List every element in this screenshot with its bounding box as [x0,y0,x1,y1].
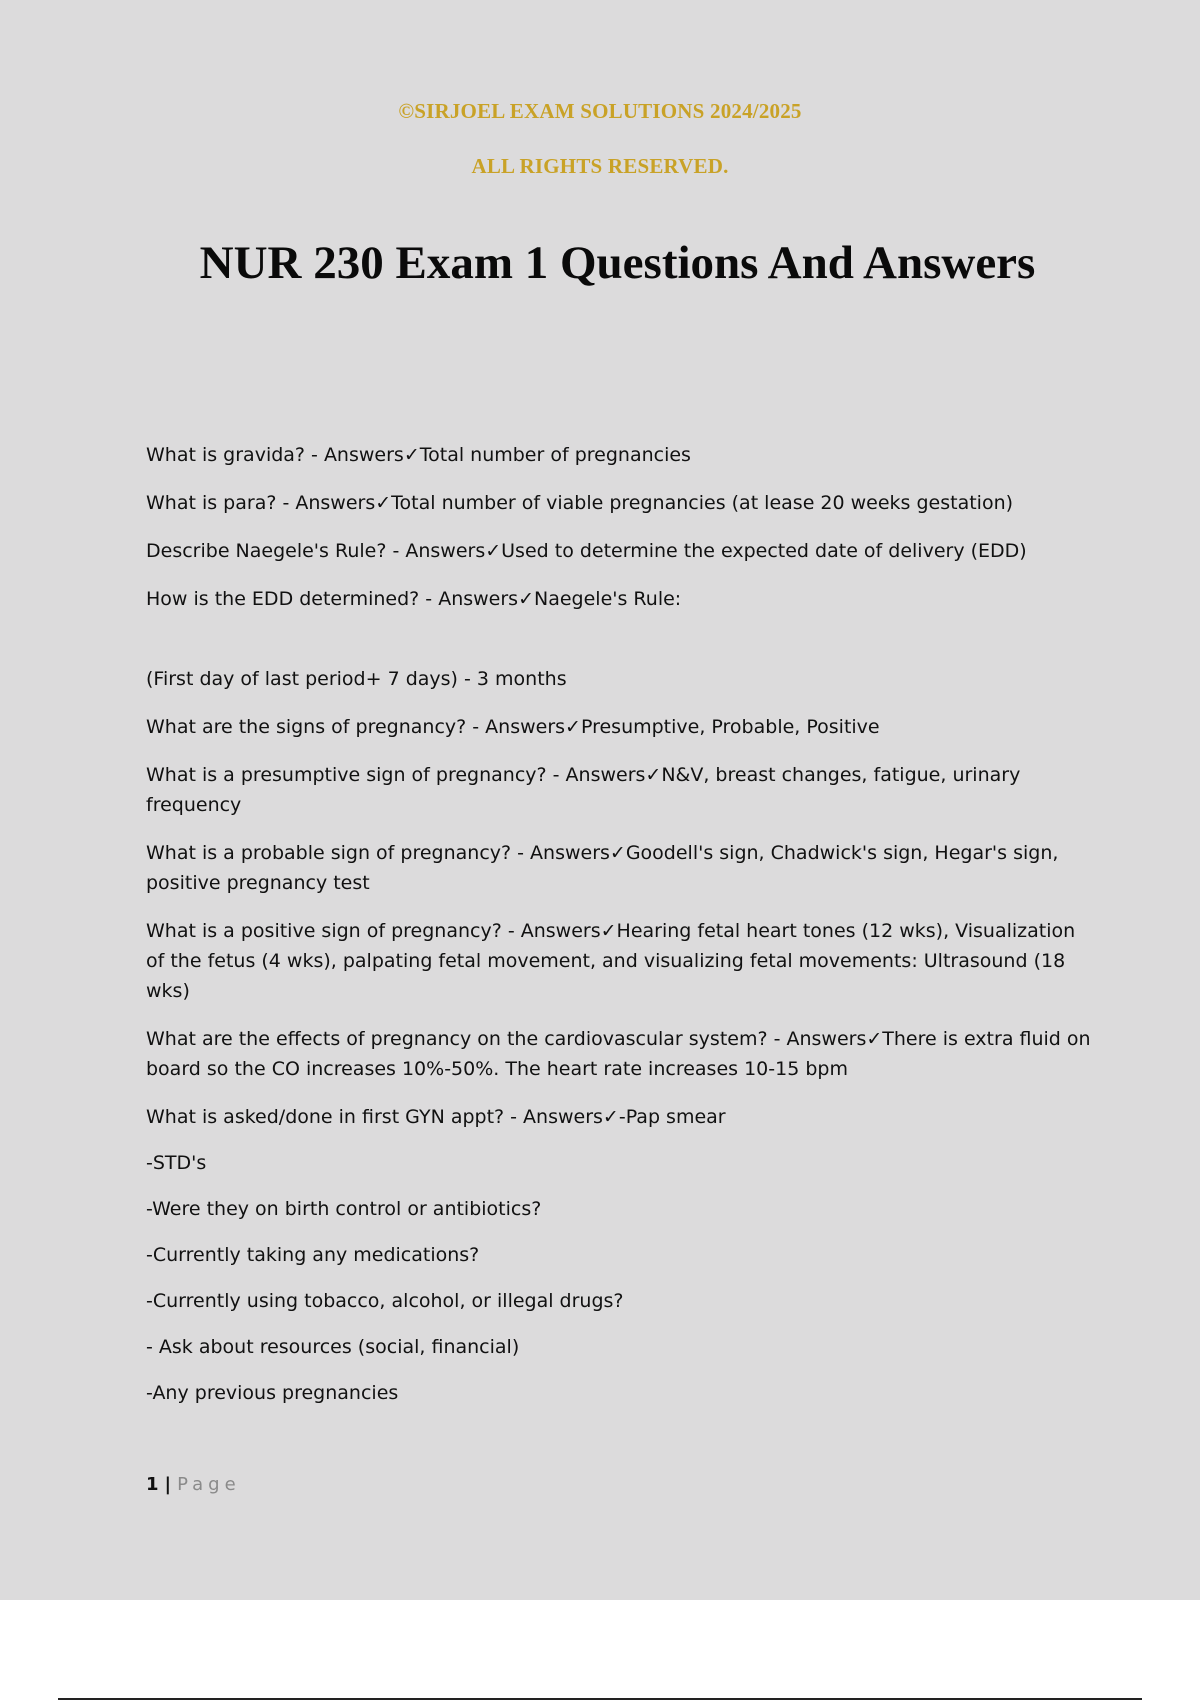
qa-paragraph: What is a presumptive sign of pregnancy? - Answers✓N&V, breast changes, fatigue, urinary frequency [146,764,1021,816]
qa-paragraph: What is a positive sign of pregnancy? - Answers✓Hearing fetal heart tones (12 wks), Visualization of the fetus (4 wks), palpating fetal movement, and visualizing fetal movements: Ultrasound (18 wks) [146,920,1076,1002]
page-number: 1 [146,1474,159,1495]
page-label: Page [177,1474,241,1495]
list-item: - Ask about resources (social, financial) [146,1336,520,1358]
copyright-header: ©SIRJOEL EXAM SOLUTIONS 2024/2025 [398,99,802,123]
list-item: -Were they on birth control or antibiotics? [146,1198,542,1220]
qa-paragraph: Describe Naegele's Rule? - Answers✓Used to determine the expected date of delivery (EDD) [146,540,1027,562]
qa-paragraph: What is asked/done in first GYN appt? - Answers✓-Pap smear [146,1106,726,1128]
footer-separator: | [164,1474,172,1495]
page-footer [146,1474,241,1495]
qa-paragraph: What are the signs of pregnancy? - Answers✓Presumptive, Probable, Positive [146,716,880,738]
qa-paragraph: What is para? - Answers✓Total number of viable pregnancies (at lease 20 weeks gestation) [146,492,1014,514]
list-item: -Any previous pregnancies [146,1382,399,1404]
rights-reserved-header: ALL RIGHTS RESERVED. [471,154,729,178]
list-item: -Currently using tobacco, alcohol, or illegal drugs? [146,1290,624,1312]
qa-content [146,440,1096,1424]
list-item: -STD's [146,1152,207,1174]
document-title: NUR 230 Exam 1 Questions And Answers [199,237,1036,289]
qa-paragraph: What is a probable sign of pregnancy? - Answers✓Goodell's sign, Chadwick's sign, Hegar's sign, positive pregnancy test [146,842,1059,894]
qa-paragraph: (First day of last period+ 7 days) - 3 months [146,668,567,690]
list-item: -Currently taking any medications? [146,1244,480,1266]
qa-paragraph: How is the EDD determined? - Answers✓Naegele's Rule: [146,588,682,610]
qa-paragraph: What are the effects of pregnancy on the cardiovascular system? - Answers✓There is extra fluid on board so the CO increases 10%-50%. The heart rate increases 10-15 bpm [146,1028,1091,1080]
qa-paragraph: What is gravida? - Answers✓Total number of pregnancies [146,444,691,466]
